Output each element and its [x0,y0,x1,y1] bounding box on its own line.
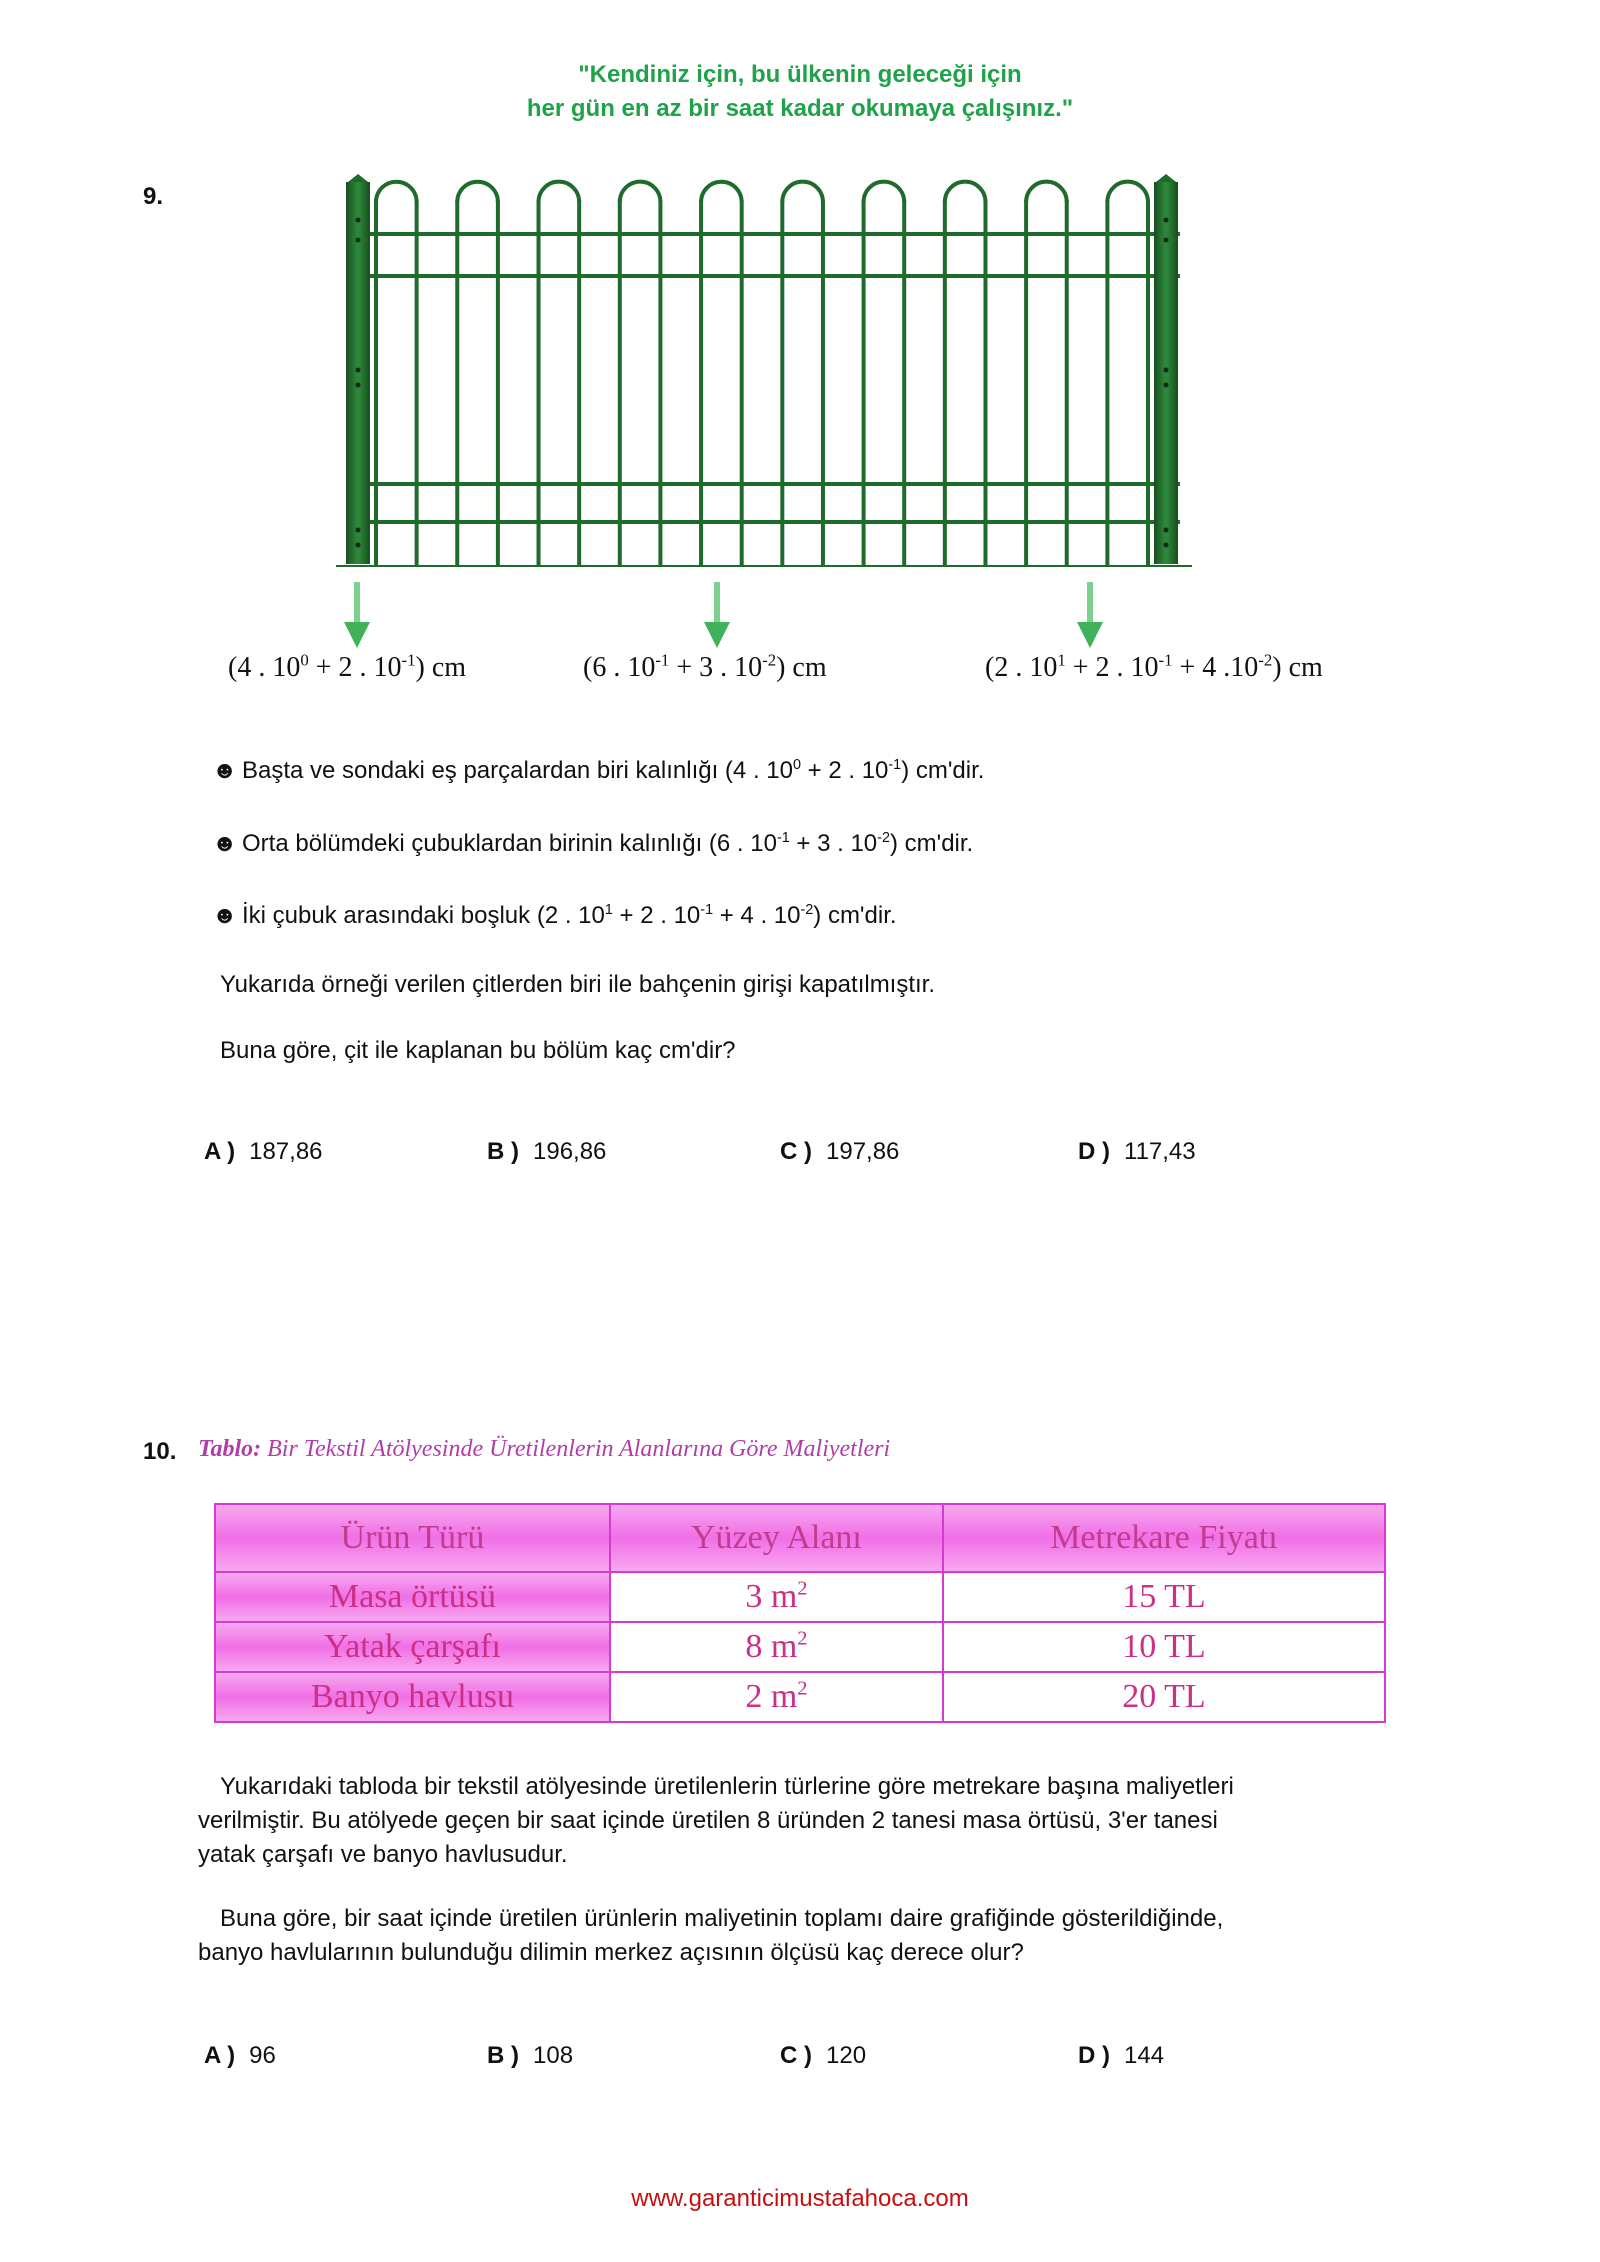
table-cell-price: 20 TL [943,1672,1385,1722]
fence-bar [943,200,947,566]
fence-arch [376,182,417,202]
table-header-cell: Ürün Türü [215,1504,610,1572]
fence-bar [1024,200,1028,566]
table-caption: Tablo: Bir Tekstil Atölyesinde Üretilenlerin Alanlarına Göre Maliyetleri [198,1436,891,1462]
fence-arch [701,182,742,202]
option-c[interactable]: C ) 120 [780,2042,867,2069]
fence-post-right [1154,174,1178,564]
table-row [215,1622,1385,1672]
fence-post-left [346,174,370,564]
option-b[interactable]: B ) 196,86 [487,1138,607,1165]
fence-arch [539,182,580,202]
fence-bar [902,200,906,566]
fence-bar [740,200,744,566]
fence-rail-top [350,232,1180,236]
fence-arch [1107,182,1148,202]
question-number-10: 10. [143,1438,177,1465]
fence-bar [862,200,866,566]
fence-arch [945,182,986,202]
fence-bars [374,182,1150,566]
fence-bar [1146,200,1150,566]
fence-bar [1065,200,1069,566]
question-10-text: Yukarıdaki tabloda bir tekstil atölyesinde üretilenlerin türlerine göre metrekare başına maliyetleri verilmiştir. Bu atölyede geçen bir saat içinde üretilen 8 üründen 2 tanesi masa örtüsü, 3'er tanesi yatak çarşafı ve banyo havlusudur. [198,1773,1234,1868]
cost-table [214,1503,1386,1723]
smiley-bullet-icon: ☻ [212,902,238,929]
fence-rail-upper [350,274,1180,278]
arrow-down-icon [1075,582,1105,652]
table-cell-price: 10 TL [943,1622,1385,1672]
table-cell-product: Masa örtüsü [215,1572,610,1622]
fence-bar [455,200,459,566]
table-row [215,1572,1385,1622]
footer-website-link[interactable]: www.garanticimustafahoca.com [631,2185,969,2212]
fence-bar [374,200,378,566]
table-header-cell: Metrekare Fiyatı [943,1504,1385,1572]
table-cell-area: 3 $m^2$ [610,1572,943,1622]
question-number-9: 9. [143,183,164,210]
table-header-cell: Yüzey Alanı [610,1504,943,1572]
fence-bar [658,200,662,566]
fence-bar [1105,200,1109,566]
fence-bar [577,200,581,566]
dimension-bar: (6 . $10^{-1} + 3$ . $10^{-2}$) cm [583,650,827,683]
fence-bar [496,200,500,566]
table-cell-product: Yatak çarşafı [215,1622,610,1672]
fence-bar [821,200,825,566]
question-10-prompt: Buna göre, bir saat içinde üretilen ürünlerin maliyetinin toplamı daire grafiğinde gösterildiğinde, banyo havlularının bulunduğu dilimin merkez açısının ölçüsü kaç derece olur? [198,1905,1224,1966]
table-header-row [215,1504,1385,1572]
option-d[interactable]: D ) 117,43 [1078,1138,1196,1165]
option-d[interactable]: D ) 144 [1078,2042,1165,2069]
fence-arch [782,182,823,202]
option-c[interactable]: C ) 197,86 [780,1138,900,1165]
table-cell-area: 2 $m^2$ [610,1672,943,1722]
dimension-gap: (2 . $10^1 + 2$ . $10^{-1} + 4$ $.10^{-2}$) cm [985,650,1323,683]
fence-bar [415,200,419,566]
dimension-end-post: (4 . $10^0 + 2$ . $10^{-1}$) cm [228,650,467,683]
fence-arch [864,182,905,202]
smiley-bullet-icon: ☻ [212,757,238,784]
arrow-down-icon [702,582,732,652]
fence-illustration [330,170,1200,580]
option-a[interactable]: A ) 96 [204,2042,276,2069]
smiley-bullet-icon: ☻ [212,830,238,857]
fence-rail-bottom [350,520,1180,524]
arrow-down-icon [342,582,372,652]
fence-bar [618,200,622,566]
question-9-prompt: Buna göre, çit ile kaplanan bu bölüm kaç cm'dir? [220,1037,736,1064]
bullet-bar-thickness: ☻ Orta bölümdeki çubuklardan birinin kalınlığı (6 . $10^{-1} + 3$ . $10^{-2}$) cm'dir. [212,830,974,857]
fence-arch [457,182,498,202]
quote-line-2: her gün en az bir saat kadar okumaya çalışınız." [526,95,1074,122]
fence-bar [699,200,703,566]
bullet-end-post-thickness: ☻ Başta ve sondaki eş parçalardan biri kalınlığı (4 . $10^0 + 2$ . $10^{-1}$) cm'dir. [212,757,985,784]
option-a[interactable]: A ) 187,86 [204,1138,323,1165]
fence-bar [983,200,987,566]
table-cell-product: Banyo havlusu [215,1672,610,1722]
bullet-gap-width: ☻ İki çubuk arasındaki boşluk (2 . $10^1 + 2$ . $10^{-1} + 4$ . $10^{-2}$) cm'dir. [212,902,897,929]
fence-arch [1026,182,1067,202]
fence-bar [780,200,784,566]
quote-line-1: "Kendiniz için, bu ülkenin geleceği için [578,61,1022,88]
fence-bar [537,200,541,566]
table-row [215,1672,1385,1722]
table-cell-area: 8 $m^2$ [610,1622,943,1672]
fence-arch [620,182,661,202]
question-9-text: Yukarıda örneği verilen çitlerden biri ile bahçenin girişi kapatılmıştır. [220,971,936,998]
table-cell-price: 15 TL [943,1572,1385,1622]
fence-rail-lower [350,482,1180,486]
option-b[interactable]: B ) 108 [487,2042,574,2069]
